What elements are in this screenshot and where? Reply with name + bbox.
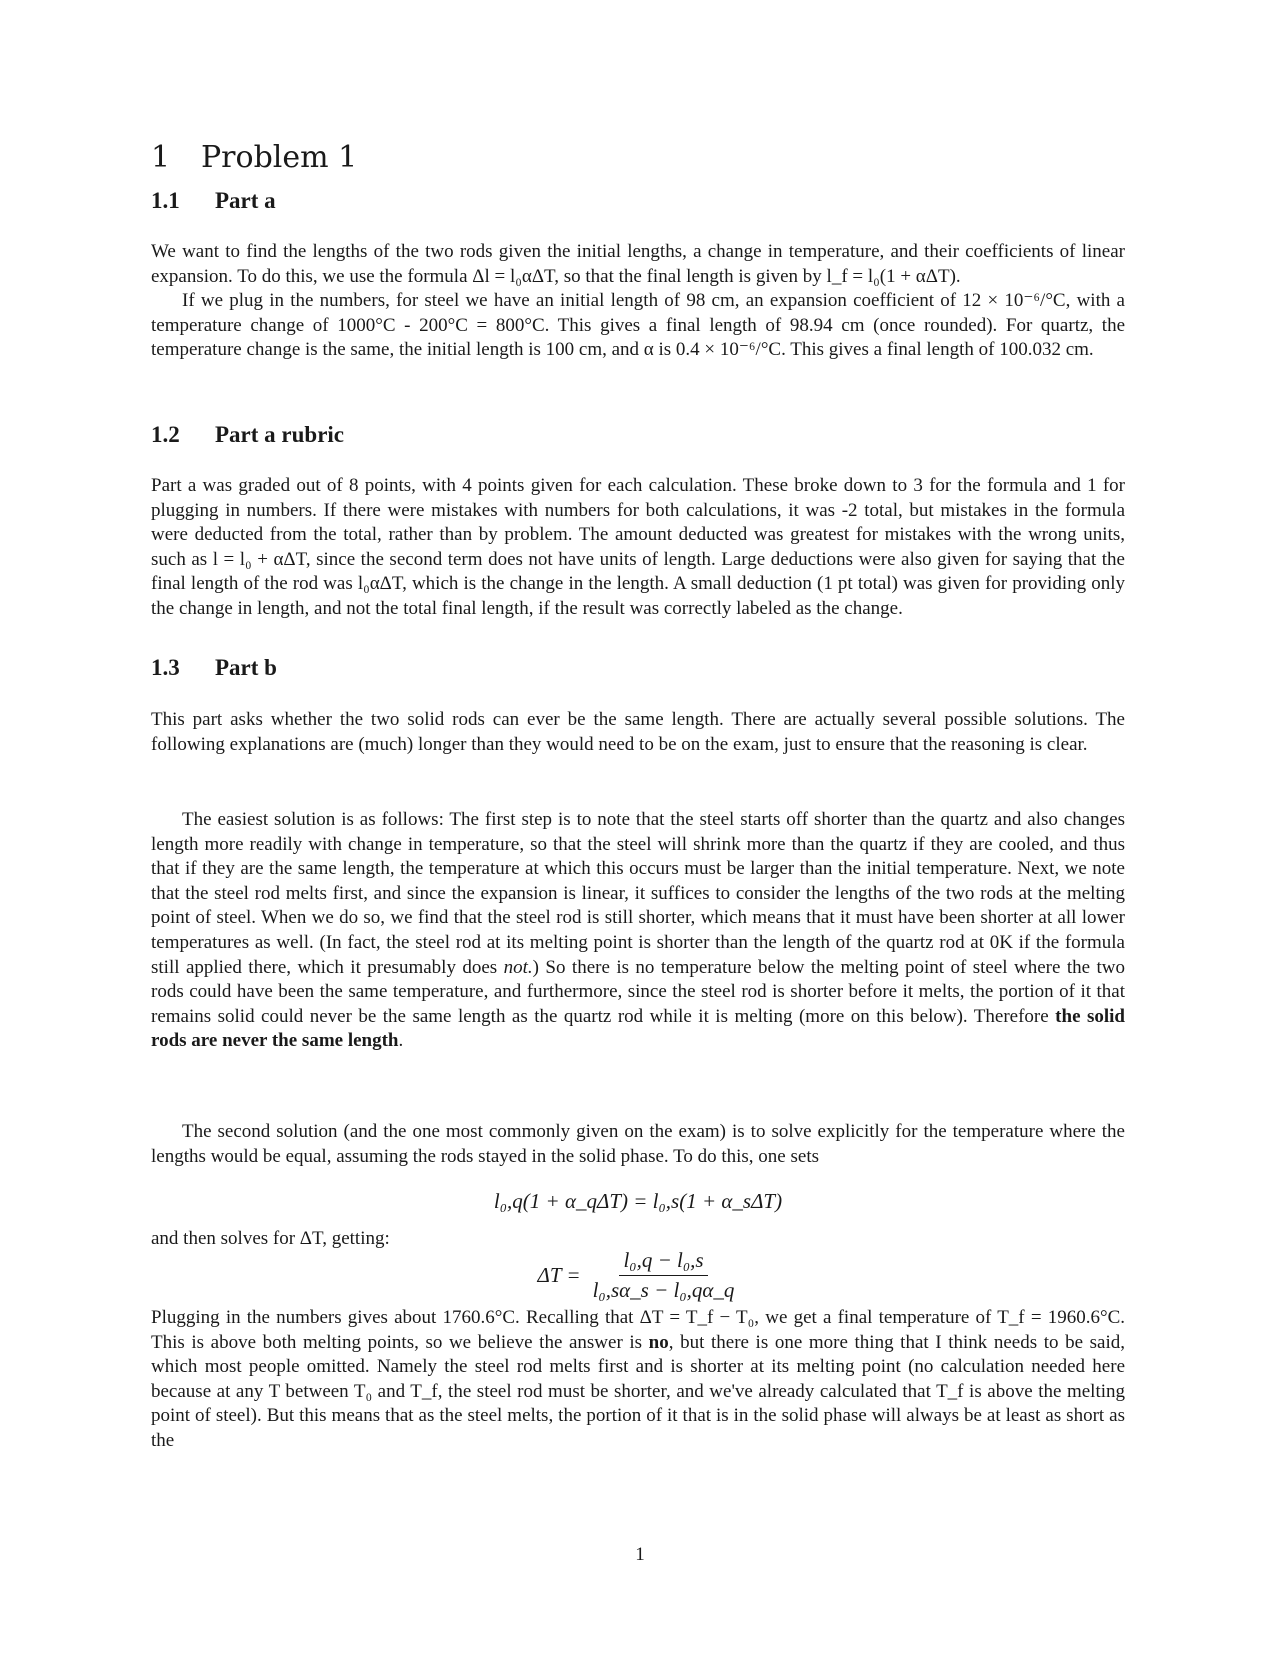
subsection-heading-1-1 — [151, 188, 276, 214]
subsection-heading-1-3 — [151, 655, 277, 681]
text-run: . — [398, 1030, 404, 1052]
page-number: 1 — [635, 1544, 645, 1565]
bold-conclusion: the solid rods are never the same length — [151, 1005, 1125, 1052]
fraction-equation — [538, 1248, 739, 1303]
section-title: Problem 1 — [201, 140, 358, 175]
bold-answer: no — [648, 1331, 669, 1353]
section-number: 1 — [151, 140, 171, 175]
text-run: ) So there is no temperature below the melting point of steel where the two rods could have been the same temperature, and furthermore, since the steel rod is shorter before it melts, the portion of it that remains solid could never be the same length as the quartz rod while it is melting (more on this below). Therefore — [151, 956, 1125, 1027]
text-run: , but there is one more thing that I think needs to be said, which most people omitted. Namely the steel rod melts first and is shorter at its melting point (no calculation needed here because at any T between T₀ and T_f, the steel rod must be shorter, and we've already calculated that T_f is above the melting point of steel). But this means that as the steel melts, the portion of it that is in the solid phase will always be at least as short as the — [151, 1331, 1125, 1451]
subsection-title: Part a rubric — [215, 422, 345, 447]
paragraph: Part a was graded out of 8 points, with 4 points given for each calculation. These broke down to 3 for the formula and 1 for plugging in numbers. If there were mistakes with numbers for both calculations, it was -2 total, but mistakes in the formula were deducted from the total, rather than by problem. The amount deducted was greatest for mistakes with the wrong units, such as l = l₀ + αΔT, since the second term does not have units of length. Large deductions were also given for saying that the final length of the rod was l₀αΔT, which is the change in the length. A small deduction (1 pt total) was given for providing only the change in length, and not the total final length, if the result was correctly labeled as the change. — [151, 475, 1125, 619]
paragraph: This part asks whether the two solid rods can ever be the same length. There are actually several possible solutions. The following explanations are (much) longer than they would need to be on the exam, just to ensure that the reasoning is clear. — [151, 709, 1125, 755]
subsection-body-1-3-intro — [151, 708, 1125, 757]
text-run: Plugging in the numbers gives about 1760.6°C. Recalling that ΔT = T_f − T₀, we get a final temperature of T_f = 1960.6°C. This is above both melting points, so we believe the answer is — [151, 1307, 1125, 1353]
equation-1: l₀,q(1 + α_qΔT) = l₀,s(1 + α_sΔT) — [493, 1189, 783, 1213]
paragraph — [151, 1306, 1125, 1454]
subsection-title: Part b — [215, 655, 277, 680]
subsection-title: Part a — [215, 188, 276, 213]
fraction-denominator: l₀,sα_s − l₀,qα_q — [592, 1278, 735, 1302]
subsection-heading-1-2 — [151, 422, 344, 448]
subsection-body-1-3-first-solution — [151, 808, 1125, 1054]
subsection-number: 1.2 — [151, 422, 180, 447]
subsection-body-1-3-second-solution — [151, 1120, 1125, 1169]
subsection-body-1-2 — [151, 474, 1125, 622]
paragraph: and then solves for ΔT, getting: — [151, 1228, 390, 1249]
paragraph: The second solution (and the one most commonly given on the exam) is to solve explicitly for the temperature where the lengths would be equal, assuming the rods stayed in the solid phase. To do this, one sets — [151, 1121, 1125, 1167]
text-run: The easiest solution is as follows: The first step is to note that the steel starts off shorter than the quartz and also changes length more readily with change in temperature, so that the steel will shrink more than the quartz if they are cooled, and thus that if they are the same length, the temperature at which this occurs must be larger than the initial temperature. Next, we note that the steel rod melts first, and since the expansion is linear, it suffices to consider the lengths of the two rods at the melting point of steel. When we do so, we find that the steel rod is still shorter, which means that it must have been shorter at all lower temperatures as well. (In fact, the steel rod at its melting point is shorter than the length of the quartz rod at 0K if the formula still applied there, which it presumably does — [151, 809, 1125, 978]
section-heading — [151, 140, 357, 175]
subsection-number: 1.3 — [151, 655, 180, 680]
fraction — [589, 1248, 739, 1303]
emphasis: not. — [503, 956, 533, 978]
paragraph: We want to find the lengths of the two rods given the initial lengths, a change in temperature, and their coefficients of linear expansion. To do this, we use the formula Δl = l₀αΔT, so that the final length is given by l_f = l₀(1 + αΔT). — [151, 241, 1125, 287]
paragraph: If we plug in the numbers, for steel we have an initial length of 98 cm, an expansion coefficient of 12 × 10⁻⁶/°C, with a temperature change of 1000°C - 200°C = 800°C. This gives a final length of 98.94 cm (once rounded). For quartz, the temperature change is the same, the initial length is 100 cm, and α is 0.4 × 10⁻⁶/°C. This gives a final length of 100.032 cm. — [151, 290, 1125, 361]
paragraph-block — [151, 1306, 1125, 1454]
equation-2 — [151, 1248, 1125, 1303]
subsection-number: 1.1 — [151, 188, 180, 213]
fraction-numerator: l₀,q − l₀,s — [619, 1248, 707, 1276]
subsection-body-1-1 — [151, 240, 1125, 363]
paragraph — [151, 808, 1125, 1054]
equation-lhs: ΔT = — [537, 1263, 581, 1287]
